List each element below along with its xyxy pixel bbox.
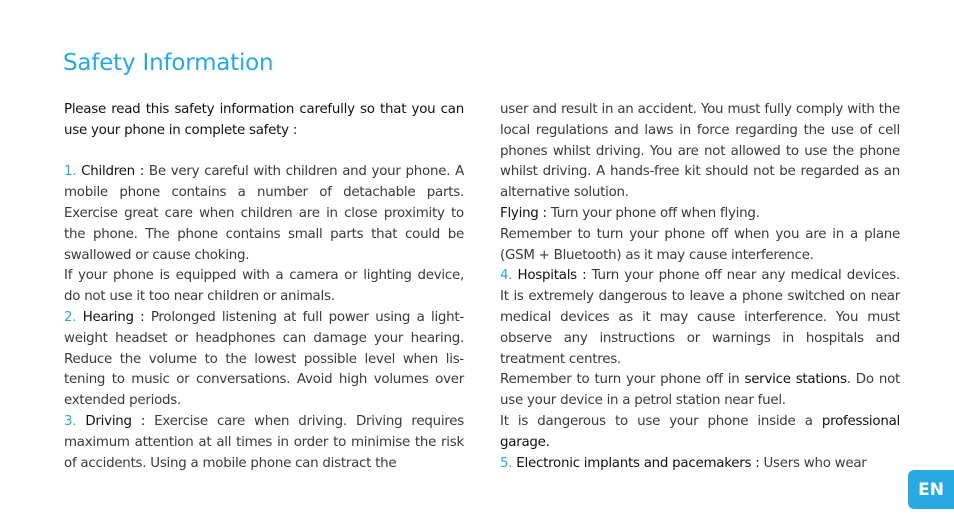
text: . Do not use your device in a petrol station near fuel. — [500, 372, 901, 409]
intro-text: Please read this safety information carefully so that you can use your phone in complete safety : — [64, 102, 464, 138]
paragraph-service-stations — [500, 370, 900, 412]
section-children — [64, 162, 464, 266]
section-number: 4. — [500, 268, 513, 284]
section-heading: Hearing : — [82, 309, 145, 325]
text: It is dangerous to use your phone inside a — [500, 413, 822, 429]
section-heading: Electronic implants and pacemakers : — [516, 455, 760, 471]
emphasis: professional garage. — [500, 413, 900, 450]
page-title: Safety Information — [63, 50, 274, 76]
section-text: Prolonged listening at full power using a light-weight headset or headphones can damage your hearing. Reduce the volume to the lowest possible level when lis-tening to music or conversations. Avoid high volumes over extended periods. — [64, 309, 464, 409]
section-hospitals — [500, 266, 900, 370]
section-hearing — [64, 308, 464, 412]
section-number: 2. — [64, 309, 77, 325]
section-heading: Hospitals : — [517, 268, 587, 284]
section-text: Turn your phone off near any medical devices. It is extremely dangerous to leave a phone switched on near medical devices as it may cause interference. You must observe any instructions or warnings in hospitals and treatment centres. — [500, 268, 900, 367]
emphasis: service stations — [744, 372, 847, 388]
paragraph: Remember to turn your phone off when you are in a plane (GSM + Bluetooth) as it may cause interference. — [500, 226, 900, 263]
section-driving — [64, 412, 464, 474]
language-tab: EN — [908, 470, 954, 509]
section-heading: Flying : — [500, 205, 547, 221]
section-text: Exercise care when driving. Driving requires maximum attention at all times in order to minimise the risk of accidents. Using a mobile phone can distract the — [64, 413, 465, 471]
section-implants — [500, 454, 900, 475]
right-column — [500, 100, 900, 474]
section-number: 5. — [500, 455, 513, 471]
paragraph: If your phone is equipped with a camera or lighting device, do not use it too near children or animals. — [64, 268, 464, 305]
section-heading: Children : — [81, 164, 145, 180]
paragraph: user and result in an accident. You must fully comply with the local regulations and laws in force regarding the use of cell phones whilst driving. You are not allowed to use the phone whilst driving. A hands-free kit should not be regarded as an alternative solution. — [500, 102, 900, 201]
section-text: Be very careful with children and your phone. A mobile phone contains a number of detachable parts. Exercise great care when children are in close proximity to the phone. The phone contains small parts that could be swallowed or cause choking. — [64, 164, 464, 263]
section-text: Turn your phone off when flying. — [546, 205, 760, 221]
paragraph-garage — [500, 412, 900, 454]
section-heading: Driving : — [85, 413, 146, 429]
section-number: 3. — [64, 413, 77, 429]
section-flying — [500, 204, 900, 225]
text: Remember to turn your phone off in — [500, 372, 745, 388]
section-text: Users who wear — [759, 455, 867, 471]
left-column — [64, 100, 464, 474]
section-number: 1. — [64, 164, 77, 180]
